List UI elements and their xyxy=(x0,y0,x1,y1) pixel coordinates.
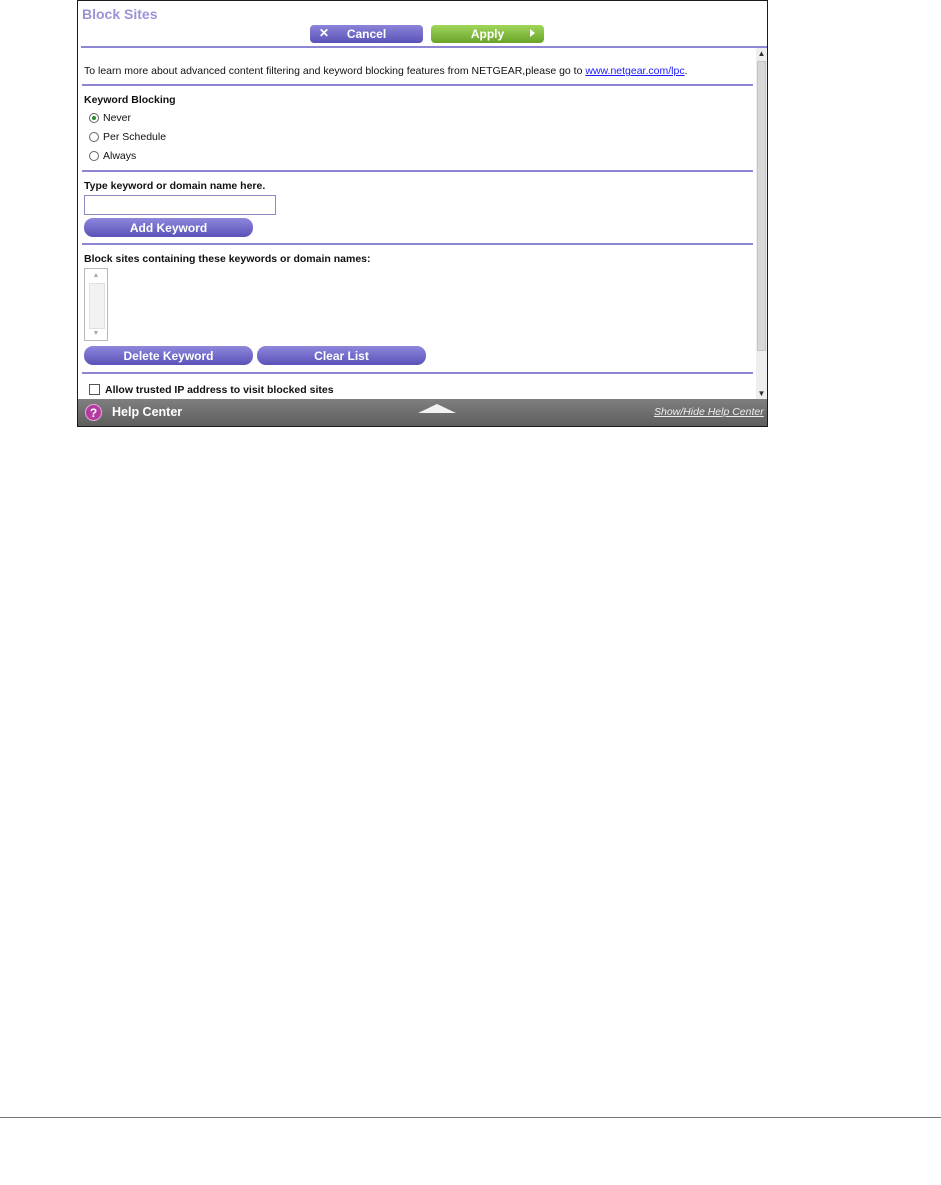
add-keyword-button[interactable]: Add Keyword xyxy=(84,218,253,237)
section-divider xyxy=(82,84,753,86)
trusted-ip-label: Allow trusted IP address to visit blocked sites xyxy=(105,384,334,396)
page-title: Block Sites xyxy=(82,6,158,22)
page-scrollbar[interactable] xyxy=(756,48,767,400)
scroll-up-icon[interactable]: ▲ xyxy=(757,49,766,58)
radio-always-label: Always xyxy=(103,150,137,162)
info-text xyxy=(84,65,688,77)
cancel-button[interactable] xyxy=(310,25,423,43)
radio-per-schedule[interactable] xyxy=(89,132,99,142)
info-text-suffix: . xyxy=(684,65,688,77)
expand-arrow-icon[interactable] xyxy=(418,404,456,413)
keyword-input[interactable] xyxy=(84,195,276,215)
section-divider xyxy=(82,170,753,172)
help-center-label[interactable]: Help Center xyxy=(112,405,183,419)
blocked-keywords-list[interactable] xyxy=(84,268,108,341)
list-scroll-down-icon[interactable]: ▼ xyxy=(92,330,100,337)
settings-content xyxy=(78,48,754,398)
delete-keyword-button[interactable]: Delete Keyword xyxy=(84,346,253,365)
help-center-bar xyxy=(78,399,767,426)
help-icon[interactable]: ? xyxy=(85,404,102,421)
section-divider xyxy=(82,372,753,374)
netgear-lpc-link[interactable]: www.netgear.com/lpc xyxy=(585,65,685,77)
close-icon: ✕ xyxy=(319,26,330,40)
apply-button[interactable] xyxy=(431,25,544,43)
clear-list-button[interactable]: Clear List xyxy=(257,346,426,365)
list-scroll-up-icon[interactable]: ▲ xyxy=(92,272,100,279)
info-text-body: To learn more about advanced content filtering and keyword blocking features from NETGEAR,please go to xyxy=(84,65,586,77)
apply-button-label: Apply xyxy=(470,27,505,41)
play-arrow-icon xyxy=(530,29,535,37)
radio-per-schedule-label: Per Schedule xyxy=(103,131,167,143)
show-hide-help-link[interactable]: Show/Hide Help Center xyxy=(654,406,764,418)
scroll-thumb[interactable] xyxy=(757,61,766,351)
radio-never-label: Never xyxy=(103,112,132,124)
keyword-entry-label: Type keyword or domain name here. xyxy=(84,180,266,192)
trusted-ip-checkbox[interactable] xyxy=(89,384,100,395)
keyword-blocking-heading: Keyword Blocking xyxy=(84,94,176,106)
scroll-down-icon[interactable]: ▼ xyxy=(757,389,766,398)
cancel-button-label: Cancel xyxy=(346,27,387,41)
radio-always[interactable] xyxy=(89,151,99,161)
radio-never[interactable] xyxy=(89,113,99,123)
block-list-label: Block sites containing these keywords or domain names: xyxy=(84,253,371,265)
section-divider xyxy=(82,243,753,245)
page-footer-rule xyxy=(0,1117,941,1118)
router-settings-window xyxy=(77,0,768,427)
list-scroll-track[interactable] xyxy=(89,283,105,329)
